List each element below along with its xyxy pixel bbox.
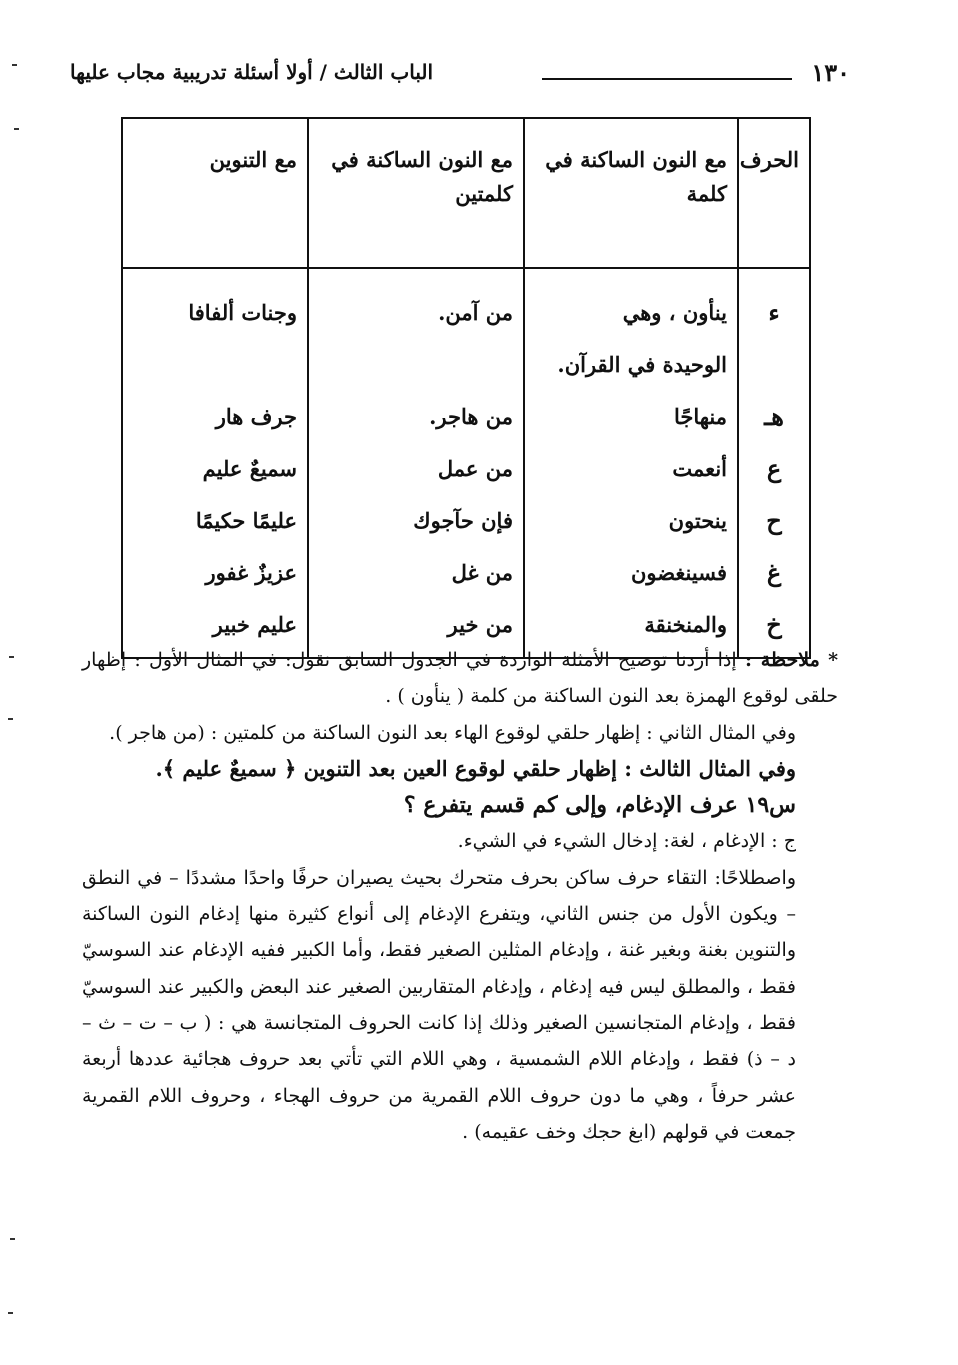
scan-speck	[8, 1312, 13, 1314]
note-star: *	[828, 649, 838, 671]
scan-speck	[14, 128, 19, 130]
two-words-cell: فإن حآجوك	[308, 495, 524, 547]
two-words-cell: من آمن.	[308, 268, 524, 339]
header-letter: الحرف	[738, 118, 810, 268]
two-words-cell: من غل	[308, 547, 524, 599]
one-word-cell: أنعمت	[524, 443, 738, 495]
note-paragraph	[82, 642, 838, 715]
table-row	[122, 547, 810, 599]
chapter-title: الباب الثالث / أولا أسئلة تدريبية مجاب عليها	[70, 60, 434, 84]
scan-speck	[12, 64, 17, 66]
scan-speck	[9, 656, 14, 658]
tanween-cell: عليم خبير	[122, 599, 308, 658]
third-example-paragraph: وفي المثال الثالث : إظهار حلقي لوقوع العين بعد التنوين ﴿ سميعٌ عليم ﴾.	[155, 755, 796, 781]
tanween-cell: عليمًا حكيمًا	[122, 495, 308, 547]
table-row	[122, 495, 810, 547]
answer-technical: واصطلاحًا: التقاء حرف ساكن بحرف متحرك بحيث يصيران حرفًا واحدًا مشددًا – في النطق – ويكون الأول من جنس الثاني، ويتفرع الإدغام إلى أنواع كثيرة منها إدغام النون الساكنة والتنوين بغنة وبغير غنة ، وإدغام المثلين الصغير فقط، وأما الكبير ففيه الإدغام عند السوسيّ فقط ، والمطلق ليس فيه إدغام ، وإدغام المتقاربين الصغير عند البعض والكبير عند السوسيّ فقط ، وإدغام المتجانسين الصغير وذلك إذا كانت الحروف المتجانسة هي : ( ب – ت – ث – د – ذ) فقط ، وإدغام اللام الشمسية ، وهي اللام التي تأتي بعد حروف هجائية عددها أربعة عشر حرفاً ، وهي ما دون حروف اللام القمرية من حروف الهجاء ، وحروف اللام القمرية جمعت في قولهم (ابغ حجك وخف عقيمه) .	[82, 866, 796, 1143]
scan-speck	[10, 1238, 15, 1240]
question-heading: س١٩ عرف الإدغام، وإلى كم قسم يتفرع ؟	[403, 792, 796, 819]
one-word-cell: الوحيدة في القرآن.	[524, 339, 738, 391]
note-text: إذا أردنا توضيح الأمثلة الواردة في الجدول السابق نقول: في المثال الأول : إظهار حلقى لوقوع الهمزة بعد النون الساكنة من كلمة ( ينأون ) .	[82, 649, 838, 708]
two-words-cell	[308, 339, 524, 391]
page-number: ١٣٠	[811, 58, 850, 87]
two-words-cell: من هاجر.	[308, 391, 524, 443]
header-tanween: مع التنوين	[122, 118, 308, 268]
page-header	[70, 58, 850, 92]
second-example-paragraph: وفي المثال الثاني : إظهار حلقي لوقوع الهاء بعد النون الساكنة من كلمتين : (من هاجر ).	[109, 721, 796, 744]
letter-cell: ء	[738, 268, 810, 339]
tanween-cell: سميعٌ عليم	[122, 443, 308, 495]
tanween-cell: عزيزٌ غفور	[122, 547, 308, 599]
note-label: ملاحظة :	[744, 649, 820, 671]
tanween-cell: جرف هار	[122, 391, 308, 443]
header-two-words: مع النون الساكنة في كلمتين	[308, 118, 524, 268]
tanween-cell	[122, 339, 308, 391]
table-row	[122, 391, 810, 443]
letter-cell: ح	[738, 495, 810, 547]
letter-cell: هـ	[738, 391, 810, 443]
header-rule	[542, 78, 792, 80]
one-word-cell: فسينغضون	[524, 547, 738, 599]
header-one-word: مع النون الساكنة في كلمة	[524, 118, 738, 268]
tanween-cell: وجنات ألفافا	[122, 268, 308, 339]
answer-linguistic: ج : الإدغام ، لغة: إدخال الشيء في الشيء.	[457, 830, 796, 853]
one-word-cell: ينحتون	[524, 495, 738, 547]
letter-cell	[738, 339, 810, 391]
two-words-cell: من خير	[308, 599, 524, 658]
letter-cell: خ	[738, 599, 810, 658]
one-word-cell: منهاجًا	[524, 391, 738, 443]
letter-cell: ع	[738, 443, 810, 495]
body-text	[82, 642, 838, 1150]
table-row	[122, 339, 810, 391]
examples-table	[121, 117, 811, 659]
table-row	[122, 443, 810, 495]
two-words-cell: من عمل	[308, 443, 524, 495]
one-word-cell: ينأون ، وهي	[524, 268, 738, 339]
table-row	[122, 268, 810, 339]
letter-cell: غ	[738, 547, 810, 599]
scan-speck	[8, 718, 13, 720]
one-word-cell: والمنخنقة	[524, 599, 738, 658]
table-header-row	[122, 118, 810, 268]
